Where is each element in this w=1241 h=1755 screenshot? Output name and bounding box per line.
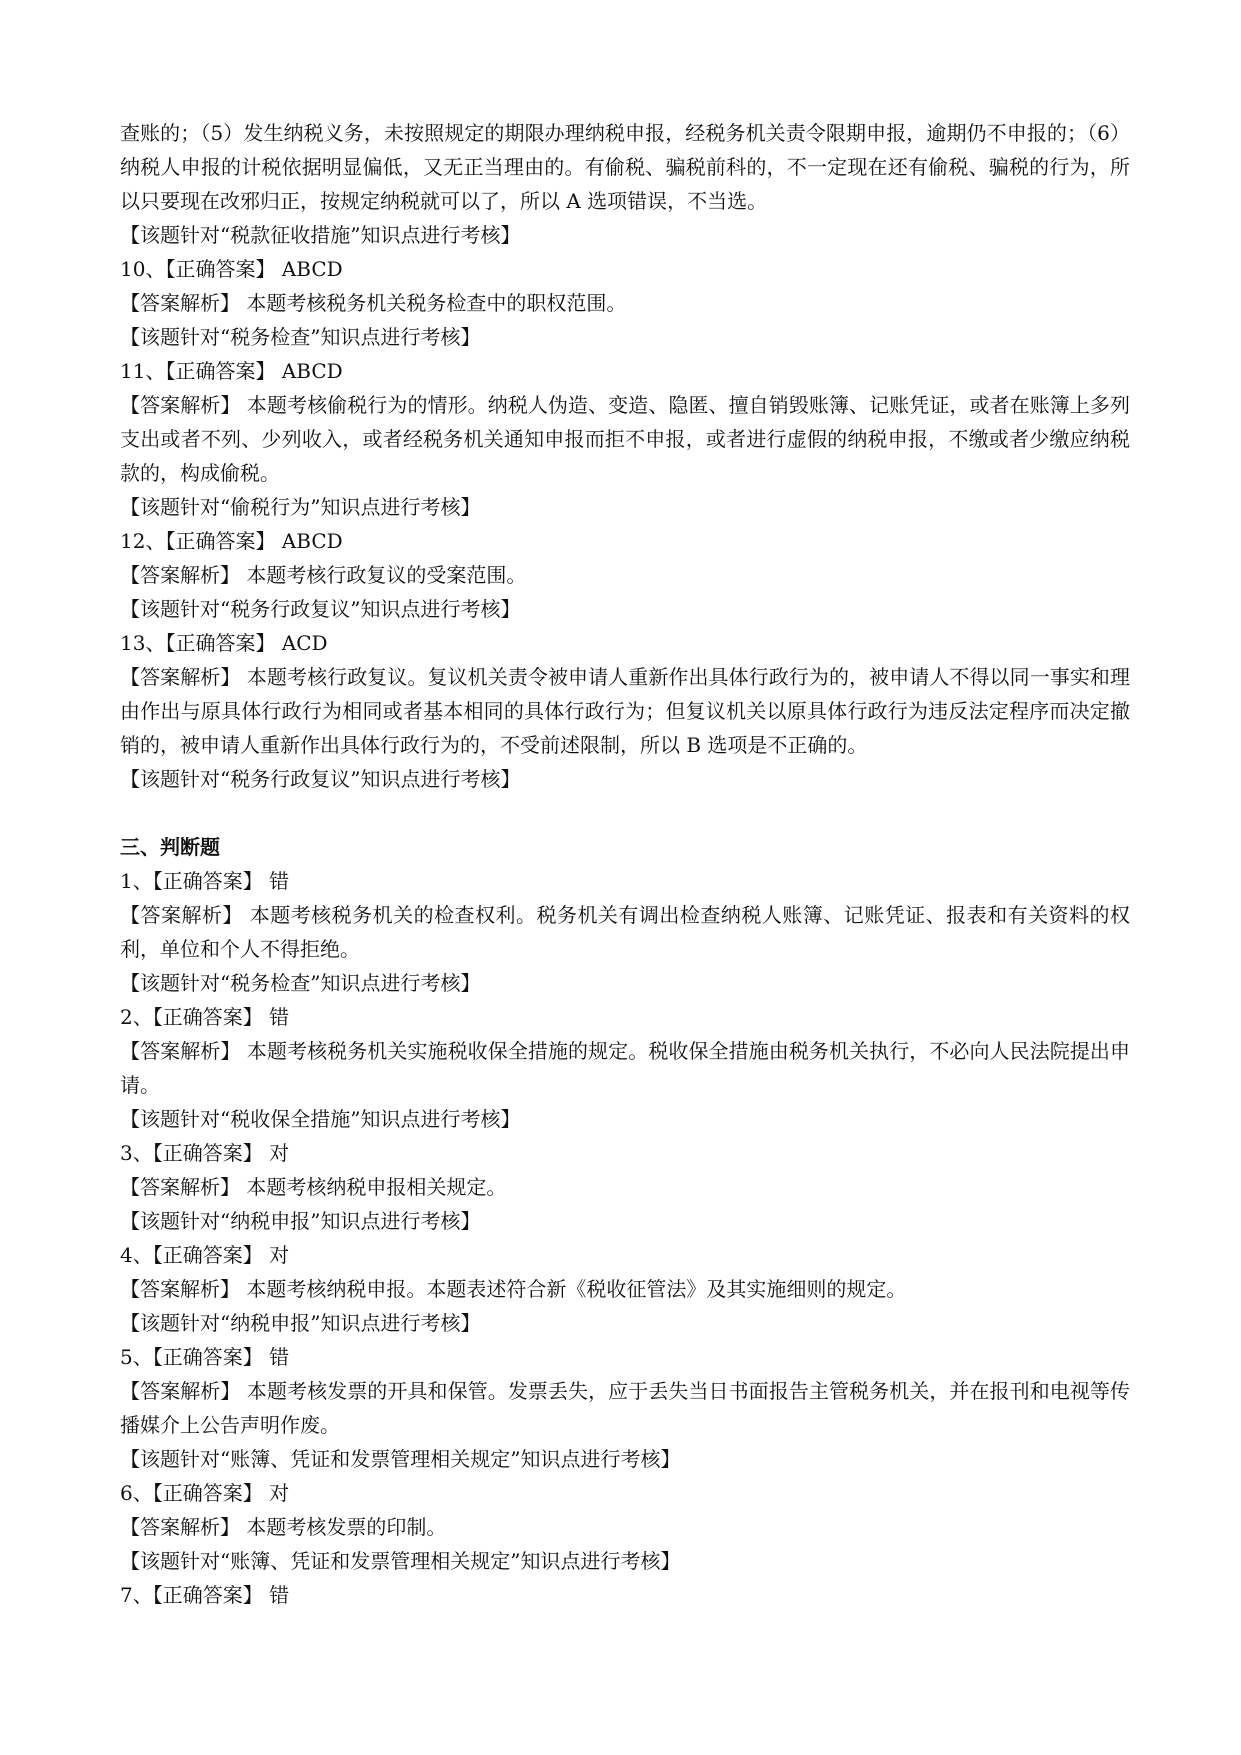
knowledge-point-note: 【该题针对“税务行政复议”知识点进行考核】 [120,767,521,791]
document-body [120,116,1130,1612]
answer-line: 2、【正确答案】 错 [120,1005,290,1029]
answer-line: 7、【正确答案】 错 [120,1583,290,1607]
answer-line: 6、【正确答案】 对 [120,1481,290,1505]
answer-explanation: 【答案解析】 本题考核偷税行为的情形。纳税人伪造、变造、隐匿、擅自销毁账簿、记账凭证，或者在账簿上多列支出或者不列、少列收入，或者经税务机关通知申报而拒不申报，或者进行虚假的纳税申报，不缴或者少缴应纳税款的，构成偷税。 [120,393,1130,485]
answer-line: 5、【正确答案】 错 [120,1345,290,1369]
section-heading: 三、判断题 [120,835,220,859]
answer-explanation: 【答案解析】 本题考核纳税申报相关规定。 [120,1175,507,1199]
answer-line: 1、【正确答案】 错 [120,869,290,893]
answer-explanation: 【答案解析】 本题考核税务机关的检查权利。税务机关有调出检查纳税人账簿、记账凭证、报表和有关资料的权利，单位和个人不得拒绝。 [120,903,1130,961]
knowledge-point-note: 【该题针对“税务行政复议”知识点进行考核】 [120,597,521,621]
knowledge-point-note: 【该题针对“偷税行为”知识点进行考核】 [120,495,481,519]
answer-explanation: 【答案解析】 本题考核发票的印制。 [120,1515,447,1539]
knowledge-point-note: 【该题针对“税务检查”知识点进行考核】 [120,325,481,349]
knowledge-point-note: 【该题针对“账簿、凭证和发票管理相关规定”知识点进行考核】 [120,1549,681,1573]
answer-explanation: 【答案解析】 本题考核行政复议。复议机关责令被申请人重新作出具体行政行为的，被申请人不得以同一事实和理由作出与原具体行政行为相同或者基本相同的具体行政行为；但复议机关以原具体行政行为违反法定程序而决定撤销的，被申请人重新作出具体行政行为的，不受前述限制，所以 B 选项是不正确的。 [120,665,1130,757]
answer-line: 12、【正确答案】 ABCD [120,529,343,553]
answer-line: 3、【正确答案】 对 [120,1141,290,1165]
answer-line: 13、【正确答案】 ACD [120,631,328,655]
answer-explanation: 【答案解析】 本题考核发票的开具和保管。发票丢失，应于丢失当日书面报告主管税务机关，并在报刊和电视等传播媒介上公告声明作废。 [120,1379,1130,1437]
answer-explanation: 【答案解析】 本题考核税务机关税务检查中的职权范围。 [120,291,627,315]
answer-line: 10、【正确答案】 ABCD [120,257,343,281]
answer-explanation: 【答案解析】 本题考核税务机关实施税收保全措施的规定。税收保全措施由税务机关执行，不必向人民法院提出申请。 [120,1039,1130,1097]
answer-line: 11、【正确答案】 ABCD [120,359,343,383]
knowledge-point-note: 【该题针对“纳税申报”知识点进行考核】 [120,1311,481,1335]
knowledge-point-note: 【该题针对“税款征收措施”知识点进行考核】 [120,223,521,247]
answer-explanation: 【答案解析】 本题考核行政复议的受案范围。 [120,563,527,587]
answer-line: 4、【正确答案】 对 [120,1243,290,1267]
paragraph: 查账的；（5）发生纳税义务，未按照规定的期限办理纳税申报，经税务机关责令限期申报，逾期仍不申报的；（6）纳税人申报的计税依据明显偏低，又无正当理由的。有偷税、骗税前科的，不一定现在还有偷税、骗税的行为，所以只要现在改邪归正，按规定纳税就可以了，所以 A 选项错误，不当选。 [120,121,1130,213]
knowledge-point-note: 【该题针对“税务检查”知识点进行考核】 [120,971,481,995]
knowledge-point-note: 【该题针对“税收保全措施”知识点进行考核】 [120,1107,521,1131]
knowledge-point-note: 【该题针对“纳税申报”知识点进行考核】 [120,1209,481,1233]
knowledge-point-note: 【该题针对“账簿、凭证和发票管理相关规定”知识点进行考核】 [120,1447,681,1471]
answer-explanation: 【答案解析】 本题考核纳税申报。本题表述符合新《税收征管法》及其实施细则的规定。 [120,1277,907,1301]
